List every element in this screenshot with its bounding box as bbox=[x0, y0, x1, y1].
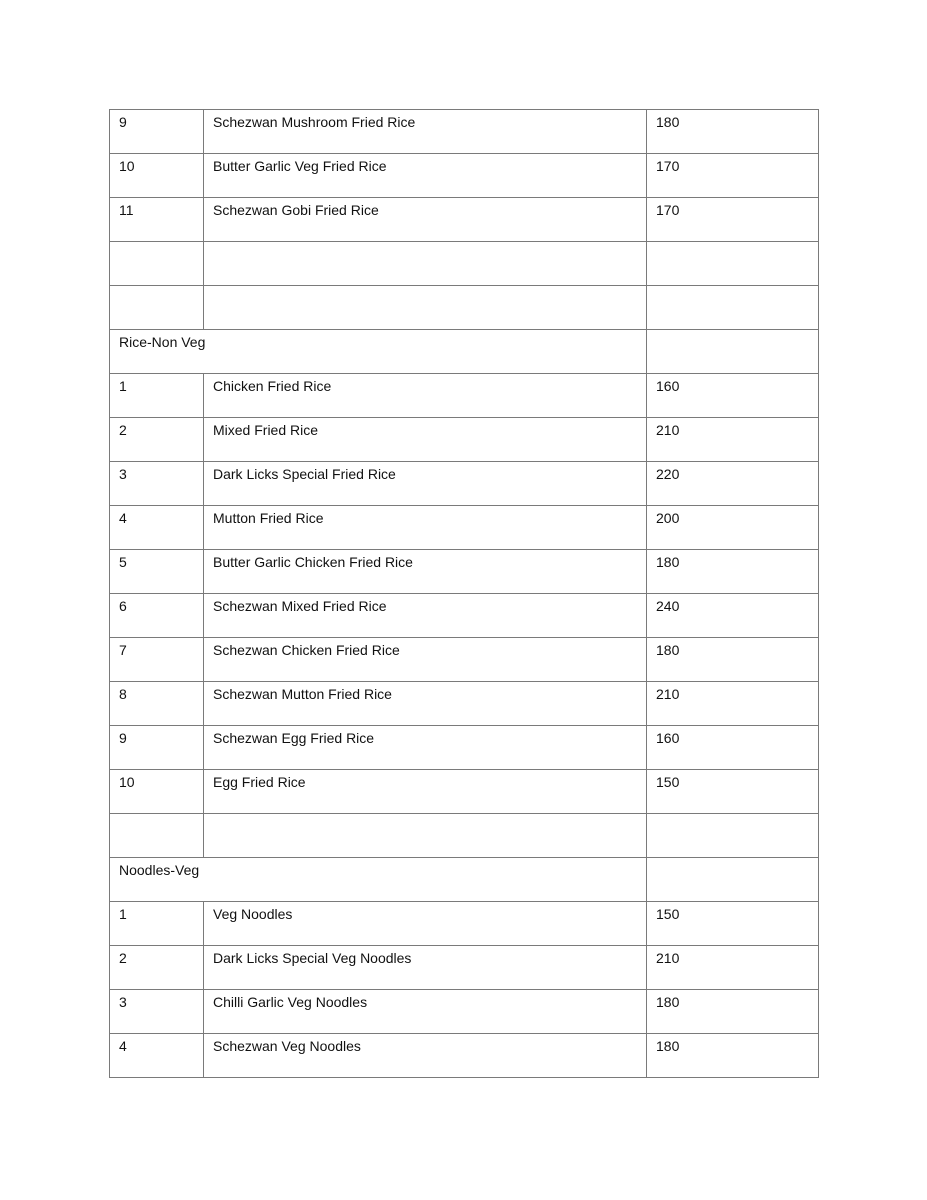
item-price: 210 bbox=[656, 422, 680, 438]
item-name-cell bbox=[204, 506, 647, 550]
item-number-cell bbox=[110, 1034, 204, 1078]
item-number-cell bbox=[110, 286, 204, 330]
item-number: 10 bbox=[119, 158, 135, 174]
item-price: 240 bbox=[656, 598, 680, 614]
table-row bbox=[110, 198, 819, 242]
item-name: Mutton Fried Rice bbox=[213, 510, 324, 526]
item-price: 220 bbox=[656, 466, 680, 482]
section-price-cell bbox=[647, 330, 819, 374]
item-name-cell bbox=[204, 594, 647, 638]
item-number: 3 bbox=[119, 466, 127, 482]
item-name-cell bbox=[204, 990, 647, 1034]
item-name-cell bbox=[204, 682, 647, 726]
table-row bbox=[110, 506, 819, 550]
item-price: 210 bbox=[656, 950, 680, 966]
table-row bbox=[110, 462, 819, 506]
item-number-cell bbox=[110, 638, 204, 682]
item-name-cell bbox=[204, 198, 647, 242]
menu-table bbox=[109, 109, 819, 1078]
item-name: Chicken Fried Rice bbox=[213, 378, 332, 394]
item-price-cell bbox=[647, 418, 819, 462]
table-row bbox=[110, 286, 819, 330]
item-number: 8 bbox=[119, 686, 127, 702]
item-number: 10 bbox=[119, 774, 135, 790]
item-name: Schezwan Chicken Fried Rice bbox=[213, 642, 400, 658]
item-name: Dark Licks Special Veg Noodles bbox=[213, 950, 412, 966]
item-number bbox=[110, 814, 203, 817]
item-number-cell bbox=[110, 550, 204, 594]
item-number-cell bbox=[110, 418, 204, 462]
item-number-cell bbox=[110, 198, 204, 242]
table-row bbox=[110, 814, 819, 858]
item-number-cell bbox=[110, 770, 204, 814]
item-price: 210 bbox=[656, 686, 680, 702]
item-name-cell bbox=[204, 946, 647, 990]
item-price-cell bbox=[647, 814, 819, 858]
item-number-cell bbox=[110, 682, 204, 726]
item-name: Butter Garlic Veg Fried Rice bbox=[213, 158, 387, 174]
item-number-cell bbox=[110, 506, 204, 550]
section-title-cell bbox=[110, 330, 647, 374]
item-price: 180 bbox=[656, 642, 680, 658]
item-price: 180 bbox=[656, 1038, 680, 1054]
item-price-cell bbox=[647, 550, 819, 594]
item-number: 1 bbox=[119, 378, 127, 394]
section-title: Rice-Non Veg bbox=[119, 334, 206, 350]
section-header-row bbox=[110, 858, 819, 902]
item-number: 7 bbox=[119, 642, 127, 658]
item-price bbox=[647, 286, 818, 289]
item-name bbox=[204, 814, 646, 817]
item-name-cell bbox=[204, 902, 647, 946]
item-name: Chilli Garlic Veg Noodles bbox=[213, 994, 368, 1010]
item-price: 170 bbox=[656, 202, 680, 218]
table-row bbox=[110, 1034, 819, 1078]
item-name: Veg Noodles bbox=[213, 906, 293, 922]
item-number: 5 bbox=[119, 554, 127, 570]
table-row bbox=[110, 154, 819, 198]
item-number bbox=[110, 242, 203, 245]
item-price-cell bbox=[647, 638, 819, 682]
item-price: 180 bbox=[656, 114, 680, 130]
item-name: Butter Garlic Chicken Fried Rice bbox=[213, 554, 413, 570]
item-name: Schezwan Mushroom Fried Rice bbox=[213, 114, 416, 130]
item-price-cell bbox=[647, 110, 819, 154]
item-number: 2 bbox=[119, 422, 127, 438]
item-number-cell bbox=[110, 814, 204, 858]
item-number: 4 bbox=[119, 1038, 127, 1054]
table-row bbox=[110, 594, 819, 638]
item-price: 170 bbox=[656, 158, 680, 174]
item-name bbox=[204, 286, 646, 289]
table-row bbox=[110, 990, 819, 1034]
item-name: Mixed Fried Rice bbox=[213, 422, 319, 438]
item-name: Egg Fried Rice bbox=[213, 774, 306, 790]
item-number-cell bbox=[110, 110, 204, 154]
item-name-cell bbox=[204, 1034, 647, 1078]
item-price: 150 bbox=[656, 774, 680, 790]
item-name: Schezwan Egg Fried Rice bbox=[213, 730, 375, 746]
item-number-cell bbox=[110, 990, 204, 1034]
item-price-cell bbox=[647, 946, 819, 990]
item-price-cell bbox=[647, 902, 819, 946]
menu-table-body bbox=[110, 110, 819, 1078]
item-name: Schezwan Mutton Fried Rice bbox=[213, 686, 392, 702]
item-price: 160 bbox=[656, 378, 680, 394]
section-header-row bbox=[110, 330, 819, 374]
item-number: 9 bbox=[119, 114, 127, 130]
item-number-cell bbox=[110, 462, 204, 506]
item-number: 6 bbox=[119, 598, 127, 614]
table-row bbox=[110, 418, 819, 462]
table-row bbox=[110, 770, 819, 814]
item-price-cell bbox=[647, 726, 819, 770]
table-row bbox=[110, 726, 819, 770]
table-row bbox=[110, 242, 819, 286]
item-number bbox=[110, 286, 203, 289]
item-name-cell bbox=[204, 242, 647, 286]
item-price: 150 bbox=[656, 906, 680, 922]
item-name-cell bbox=[204, 418, 647, 462]
item-name-cell bbox=[204, 726, 647, 770]
table-row bbox=[110, 946, 819, 990]
item-name: Schezwan Veg Noodles bbox=[213, 1038, 361, 1054]
item-price: 180 bbox=[656, 554, 680, 570]
item-name-cell bbox=[204, 814, 647, 858]
item-number: 2 bbox=[119, 950, 127, 966]
item-price-cell bbox=[647, 1034, 819, 1078]
item-price-cell bbox=[647, 506, 819, 550]
section-price-cell bbox=[647, 858, 819, 902]
item-price-cell bbox=[647, 198, 819, 242]
table-row bbox=[110, 374, 819, 418]
table-row bbox=[110, 550, 819, 594]
item-name bbox=[204, 242, 646, 245]
table-row bbox=[110, 902, 819, 946]
item-number: 1 bbox=[119, 906, 127, 922]
item-number: 11 bbox=[119, 202, 134, 218]
item-number-cell bbox=[110, 242, 204, 286]
table-row bbox=[110, 682, 819, 726]
item-price-cell bbox=[647, 374, 819, 418]
item-number-cell bbox=[110, 594, 204, 638]
item-price-cell bbox=[647, 154, 819, 198]
item-number-cell bbox=[110, 946, 204, 990]
item-number: 4 bbox=[119, 510, 127, 526]
item-price-cell bbox=[647, 990, 819, 1034]
item-price-cell bbox=[647, 242, 819, 286]
item-number-cell bbox=[110, 902, 204, 946]
item-name-cell bbox=[204, 462, 647, 506]
item-name: Dark Licks Special Fried Rice bbox=[213, 466, 396, 482]
item-name: Schezwan Gobi Fried Rice bbox=[213, 202, 379, 218]
item-name-cell bbox=[204, 286, 647, 330]
table-row bbox=[110, 638, 819, 682]
item-number-cell bbox=[110, 374, 204, 418]
section-title-cell bbox=[110, 858, 647, 902]
item-name-cell bbox=[204, 550, 647, 594]
item-price-cell bbox=[647, 594, 819, 638]
table-row bbox=[110, 110, 819, 154]
item-price-cell bbox=[647, 462, 819, 506]
item-number-cell bbox=[110, 154, 204, 198]
item-number: 9 bbox=[119, 730, 127, 746]
section-title: Noodles-Veg bbox=[119, 862, 200, 878]
item-name-cell bbox=[204, 770, 647, 814]
item-price bbox=[647, 814, 818, 817]
item-number: 3 bbox=[119, 994, 127, 1010]
item-name-cell bbox=[204, 638, 647, 682]
item-number-cell bbox=[110, 726, 204, 770]
item-name-cell bbox=[204, 110, 647, 154]
item-price: 160 bbox=[656, 730, 680, 746]
item-price: 200 bbox=[656, 510, 680, 526]
item-name-cell bbox=[204, 154, 647, 198]
item-price-cell bbox=[647, 770, 819, 814]
item-name-cell bbox=[204, 374, 647, 418]
item-price-cell bbox=[647, 682, 819, 726]
item-price: 180 bbox=[656, 994, 680, 1010]
item-price bbox=[647, 242, 818, 245]
item-price-cell bbox=[647, 286, 819, 330]
item-name: Schezwan Mixed Fried Rice bbox=[213, 598, 387, 614]
